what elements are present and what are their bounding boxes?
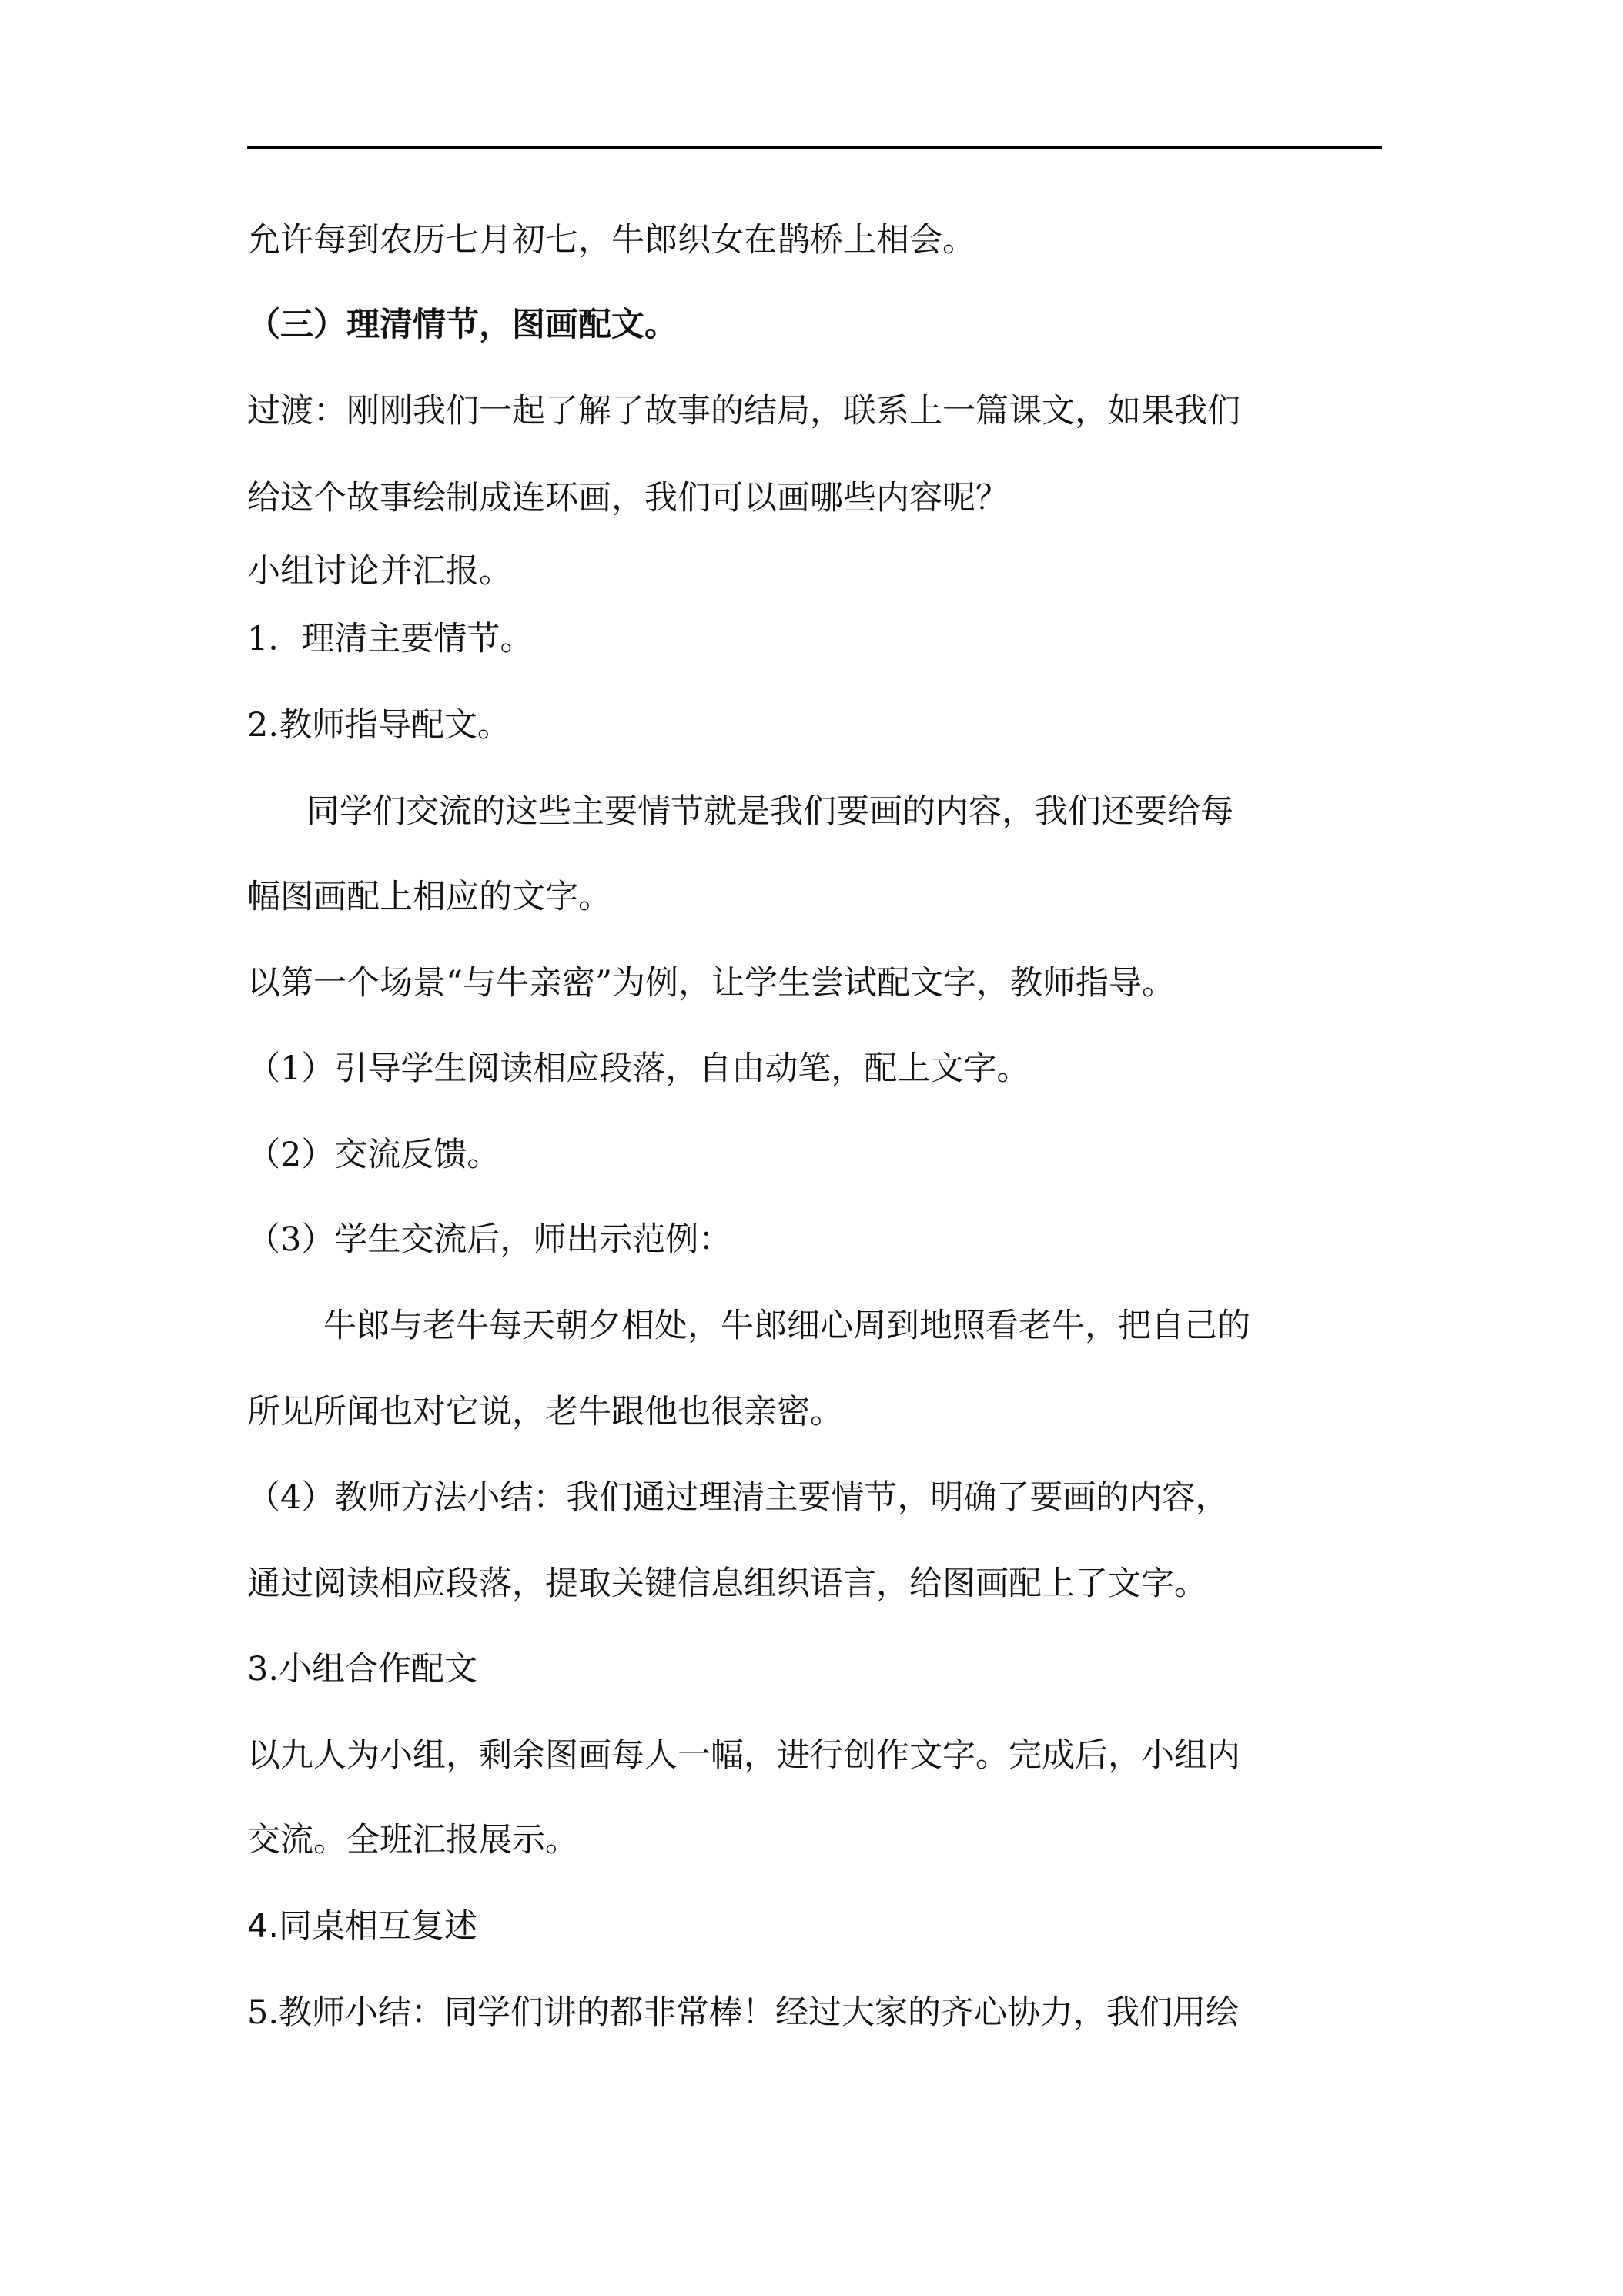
text-line-15: 所见所闻也对它说，老牛跟他也很亲密。 [247,1393,843,1431]
text-line-1: 允许每到农历七月初七，牛郎织女在鹊桥上相会。 [247,221,975,259]
text-line-21: 4.同桌相互复述 [247,1907,478,1946]
text-line-7: 2.教师指导配文。 [247,706,511,745]
text-line-6: 1．理清主要情节。 [247,620,534,658]
text-line-22: 5.教师小结：同学们讲的都非常棒！经过大家的齐心协力，我们用绘 [247,1993,1240,2032]
text-line-19: 以九人为小组，剩余图画每人一幅，进行创作文字。完成后，小组内 [247,1736,1240,1775]
header-rule [247,146,1382,149]
text-line-17: 通过阅读相应段落，提取关键信息组织语言，给图画配上了文字。 [247,1565,1207,1603]
text-line-5: 小组讨论并汇报。 [247,552,512,591]
section-heading: （三）理清情节，图画配文。 [247,306,678,344]
text-line-13: （3）学生交流后，师出示范例： [247,1220,732,1259]
text-line-20: 交流。全班汇报展示。 [247,1821,578,1859]
text-line-12: （2）交流反馈。 [247,1136,500,1174]
text-line-3: 过渡：刚刚我们一起了解了故事的结局，联系上一篇课文，如果我们 [247,392,1240,430]
text-line-18: 3.小组合作配文 [247,1650,478,1689]
text-line-16: （4）教师方法小结：我们通过理清主要情节，明确了要画的内容， [247,1478,1229,1517]
text-line-14: 牛郎与老牛每天朝夕相处，牛郎细心周到地照看老牛，把自己的 [323,1307,1250,1345]
text-line-11: （1）引导学生阅读相应段落，自由动笔，配上文字。 [247,1049,1030,1088]
text-line-4: 给这个故事绘制成连环画，我们可以画哪些内容呢？ [247,479,1009,517]
text-line-9: 幅图画配上相应的文字。 [247,878,611,916]
text-line-8: 同学们交流的这些主要情节就是我们要画的内容，我们还要给每 [306,792,1233,831]
text-line-10: 以第一个场景“与牛亲密”为例，让学生尝试配文字，教师指导。 [247,964,1175,1002]
